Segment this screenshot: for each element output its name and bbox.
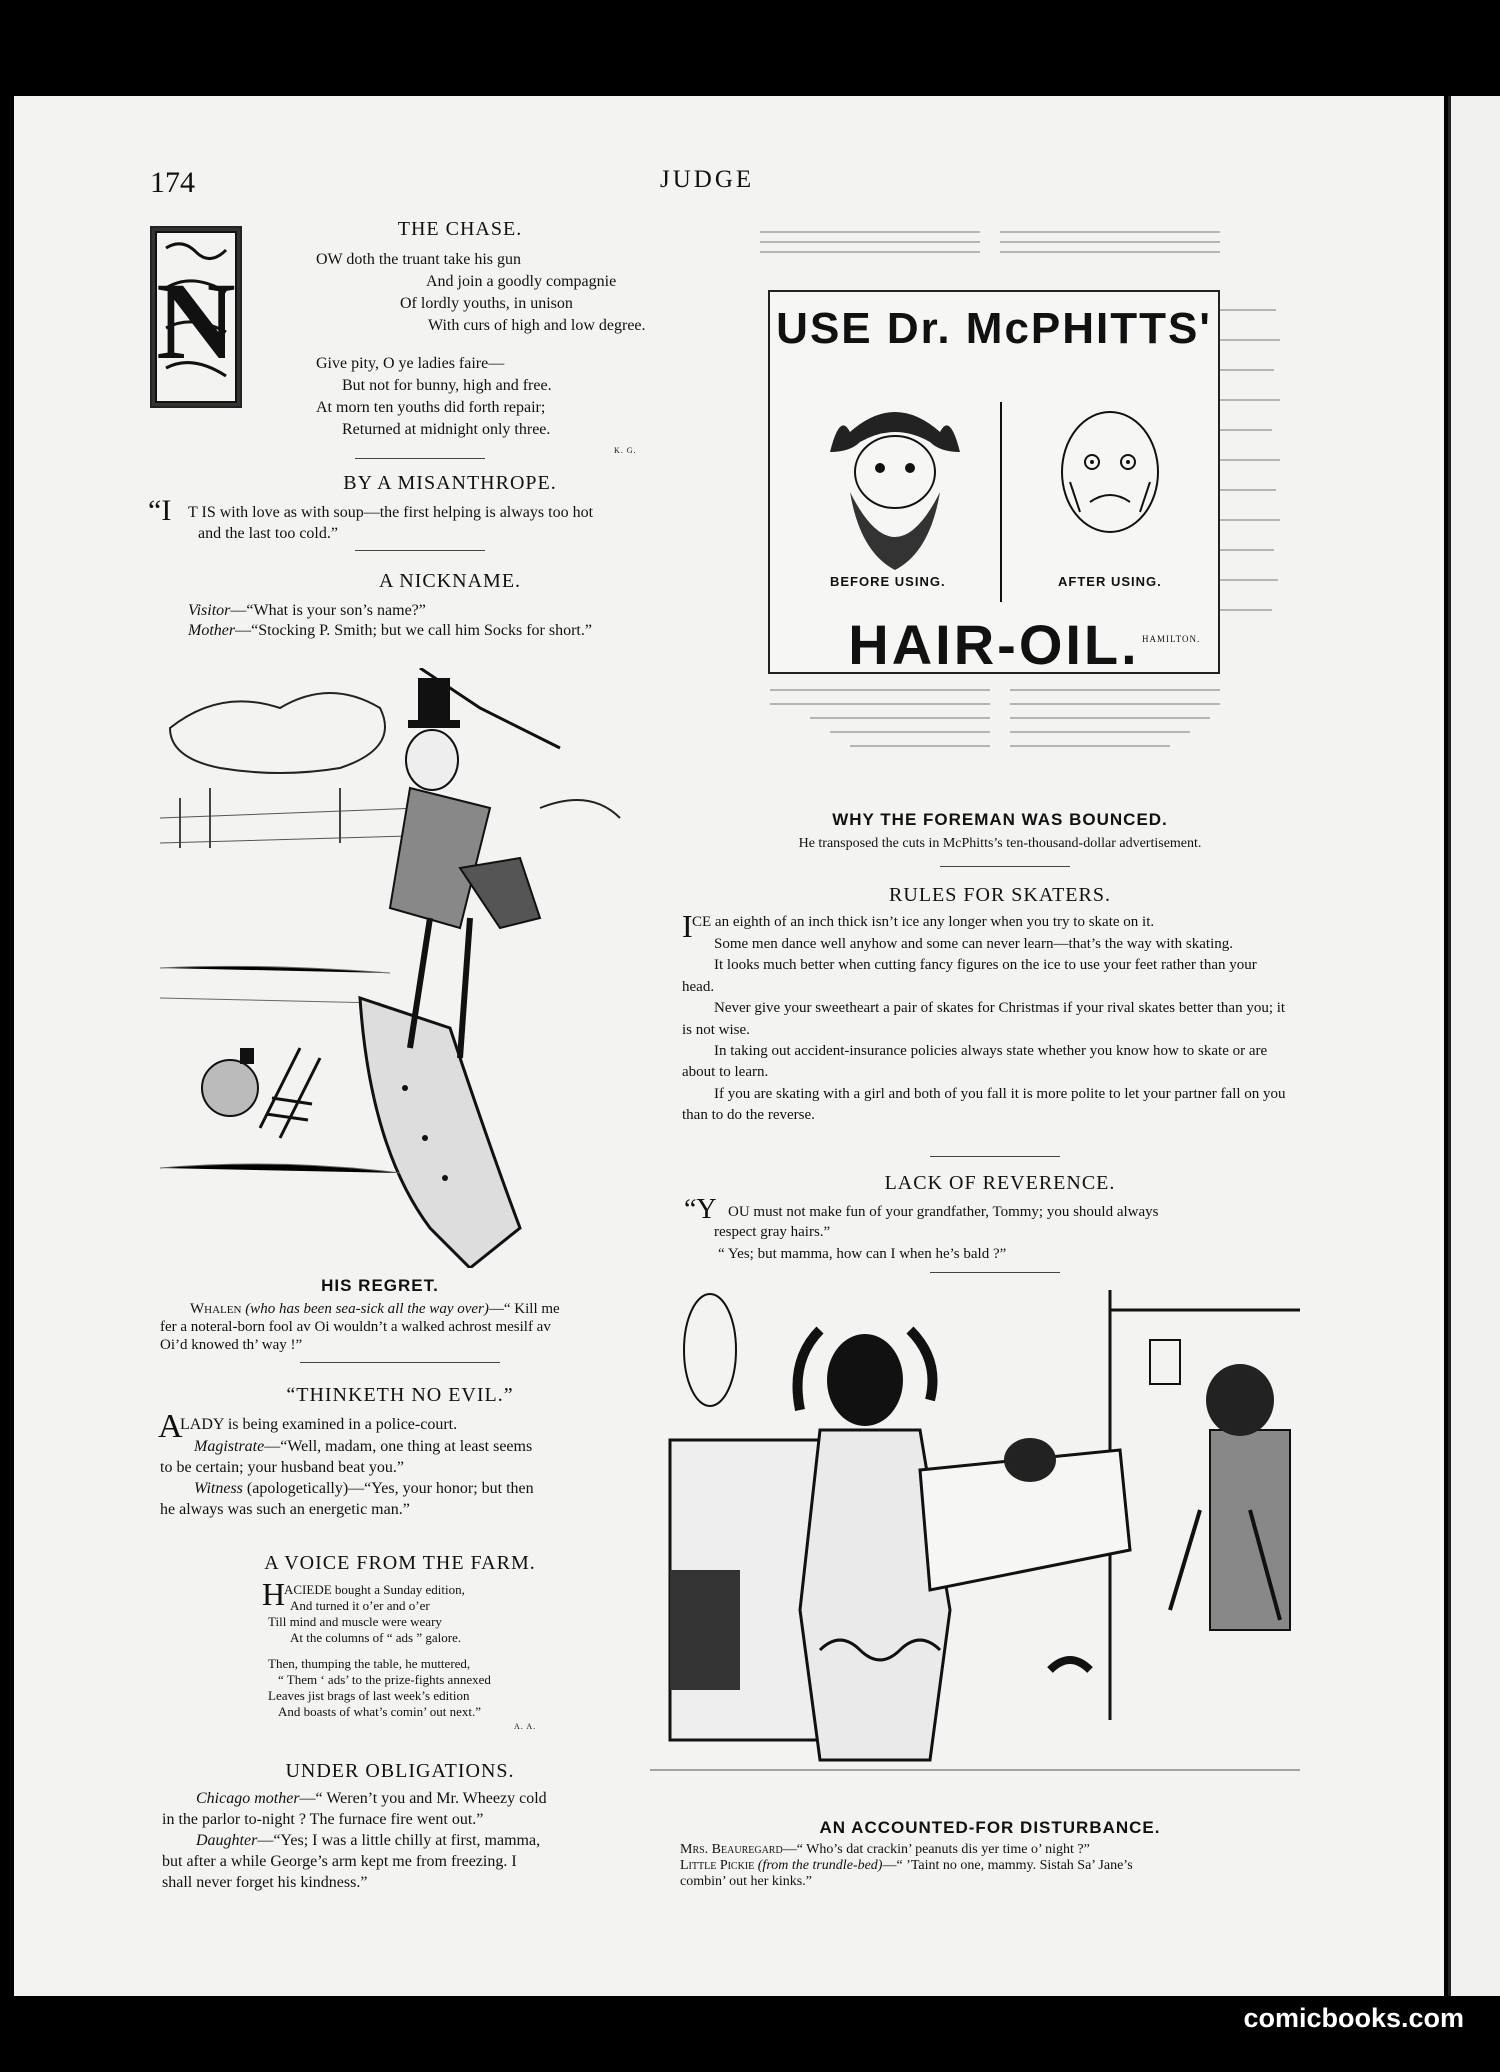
divider [355,458,485,459]
chase-line-1: OW doth the truant take his gun [316,251,521,268]
regret-line-1 [190,1300,630,1318]
farm-line-6: “ Them ‘ ads’ to the prize-fights annexed [278,1672,491,1687]
misanthrope-line-1: T IS with love as with soup—the first helping is always too hot [188,504,594,521]
obligations-line-5: shall never forget his kindness.” [162,1874,368,1891]
speaker: Little Pickie [680,1858,755,1873]
disturbance-line-1 [680,1842,1090,1858]
speaker: Daughter [196,1832,258,1849]
page-number: 174 [150,166,195,199]
divider [930,1156,1060,1157]
reverence-line-3: “ Yes; but mamma, how can I when he’s bald ?” [718,1246,1007,1262]
svg-text:N: N [156,260,236,382]
skaters-rule-3: It looks much better when cutting fancy figures on the ice to use your feet rather than your head. [682,957,1257,995]
skaters-rule-2: Some men dance well anyhow and some can never learn—that’s the way with skating. [714,936,1234,952]
reverence-dropcap: “Y [684,1194,717,1225]
chase-line-7: At morn ten youths did forth repair; [316,399,546,416]
thinketh-line-1: LADY is being examined in a police-court. [180,1416,458,1433]
speaker: Mother [188,622,236,639]
divider [355,550,485,551]
obligations-title: UNDER OBLIGATIONS. [285,1760,515,1782]
thinketh-line-5: he always was such an energetic man.” [160,1501,410,1518]
ad-headline: USE Dr. McPHITTS' [776,304,1212,353]
next-page-edge [1448,96,1500,1996]
divider [930,1272,1060,1273]
misanthrope-title: BY A MISANTHROPE. [343,472,557,494]
bald-face-icon [820,392,970,572]
nickname-line-2 [188,620,592,641]
ad-artist: HAMILTON. [1142,634,1201,644]
skaters-rule-1: CE an eighth of an inch thick isn’t ice any longer when you try to skate on it. [692,914,1155,930]
speaker: Witness [194,1480,243,1497]
farm-title: A VOICE FROM THE FARM. [264,1552,536,1574]
farm-dropcap: H [262,1576,286,1612]
dialogue: (apologetically)—“Yes, your honor; but then [246,1480,534,1497]
chase-line-8: Returned at midnight only three. [342,421,551,438]
bearded-face-icon [1040,392,1180,552]
disturbance-caption: AN ACCOUNTED-FOR DISTURBANCE. [819,1818,1161,1837]
skaters-dropcap: I [682,908,693,944]
foreman-subtitle: He transposed the cuts in McPhitts’s ten-thousand-dollar advertisement. [798,836,1202,851]
chase-line-6: But not for bunny, high and free. [342,377,552,394]
dialogue: —“Well, madam, one thing at least seems [264,1438,533,1455]
chase-title: THE CHASE. [397,218,523,240]
farm-signature: A. A. [514,1722,537,1731]
disturbance-line-3: combin’ out her kinks.” [680,1874,812,1889]
chase-line-4: With curs of high and low degree. [428,317,646,334]
regret-caption: HIS REGRET. [321,1276,439,1295]
farm-line-2: And turned it o’er and o’er [290,1598,430,1613]
torn-newsprint-right [1216,300,1290,680]
ornament-initial-icon [152,228,240,406]
chase-line-2: And join a goodly compagnie [426,273,617,290]
reverence-line-1: OU must not make fun of your grandfather, Tommy; you should always [728,1204,1159,1220]
chase-line-5: Give pity, O ye ladies faire— [316,355,505,372]
dialogue: —“What is your son’s name?” [230,602,426,619]
divider [940,866,1070,867]
torn-newsprint-bottom [770,680,1230,790]
nickname-line-1 [188,600,426,621]
skaters-rule-5: In taking out accident-insurance policies always state whether you know how to skate or are about to learn. [682,1043,1268,1081]
nickname-title: A NICKNAME. [378,570,522,592]
thinketh-title: “THINKETH NO EVIL.” [286,1384,514,1406]
farm-line-7: Leaves jist brags of last week’s edition [268,1688,470,1703]
foreman-caption: WHY THE FOREMAN WAS BOUNCED. [832,810,1168,829]
ad-before-label: BEFORE USING. [830,574,946,589]
thinketh-line-4 [194,1478,534,1499]
thinketh-line-3: to be certain; your husband beat you.” [160,1459,404,1476]
reverence-line-2: respect gray hairs.” [714,1224,831,1240]
ad-product: HAIR-OIL. [848,613,1140,676]
dialogue: —“ Who’s dat crackin’ peanuts dis yer time o’ night ?” [782,1842,1090,1857]
speaker: Visitor [188,602,231,619]
torn-newsprint-top [720,212,1280,272]
farm-line-4: At the columns of “ ads ” galore. [290,1630,462,1645]
thinketh-dropcap: A [158,1408,183,1445]
divider [300,1362,500,1363]
disturbance-line-2 [680,1858,1133,1874]
hair-oil-advertisement [768,290,1220,674]
stage-direction: (who has been sea-sick all the way over) [245,1301,489,1317]
farm-line-8: And boasts of what’s comin’ out next.” [278,1704,482,1719]
dialogue: —“ ’Taint no one, mammy. Sistah Sa’ Jane’s [882,1858,1133,1873]
speaker: Mrs. Beauregard [680,1842,783,1857]
skaters-rules [682,934,1290,1127]
obligations-line-1 [196,1788,547,1809]
running-head: JUDGE [660,166,755,193]
site-watermark: comicbooks.com [1243,2003,1464,2033]
ad-divider [1000,402,1002,602]
chase-line-3: Of lordly youths, in unison [400,295,573,312]
farm-line-1: ACIEDE bought a Sunday edition, [284,1582,465,1597]
whalen-illustration [160,668,630,1268]
obligations-line-4: but after a while George’s arm kept me from freezing. I [162,1853,517,1870]
misanthrope-dropcap: “I [148,494,172,527]
obligations-line-3 [196,1830,540,1851]
skaters-title: RULES FOR SKATERS. [889,884,1111,906]
dialogue: —“Stocking P. Smith; but we call him Socks for short.” [235,622,592,639]
bedroom-illustration [650,1290,1300,1810]
stage-direction: (from the trundle-bed) [757,1858,883,1873]
illuminated-initial [150,226,242,408]
thinketh-line-2 [194,1436,532,1457]
speaker: Whalen [190,1301,242,1317]
chase-signature: K. G. [614,446,637,455]
farm-line-3: Till mind and muscle were weary [268,1614,442,1629]
reverence-title: LACK OF REVERENCE. [884,1172,1116,1194]
misanthrope-line-2: and the last too cold.” [198,525,338,542]
regret-line-3: Oi’d knowed th’ way !” [160,1337,303,1353]
obligations-line-2: in the parlor to-night ? The furnace fire went out.” [162,1811,484,1828]
speaker: Magistrate [194,1438,265,1455]
farm-line-5: Then, thumping the table, he muttered, [268,1656,471,1671]
ad-after-label: AFTER USING. [1058,574,1162,589]
dialogue: —“ Kill me [488,1301,560,1317]
dialogue: —“ Weren’t you and Mr. Wheezy cold [299,1790,547,1807]
skaters-rule-6: If you are skating with a girl and both of you fall it is more polite to let your partner fall on you than to do the reverse. [682,1085,1286,1124]
skaters-body [692,912,1292,933]
dialogue: —“Yes; I was a little chilly at first, mamma, [257,1832,541,1849]
speaker: Chicago mother [196,1790,300,1807]
regret-line-2: fer a noteral-born fool av Oi wouldn’t a walked achrost mesilf av [160,1319,551,1335]
skaters-rule-4: Never give your sweetheart a pair of skates for Christmas if your rival skates better than you; it is not wise. [682,1000,1286,1038]
